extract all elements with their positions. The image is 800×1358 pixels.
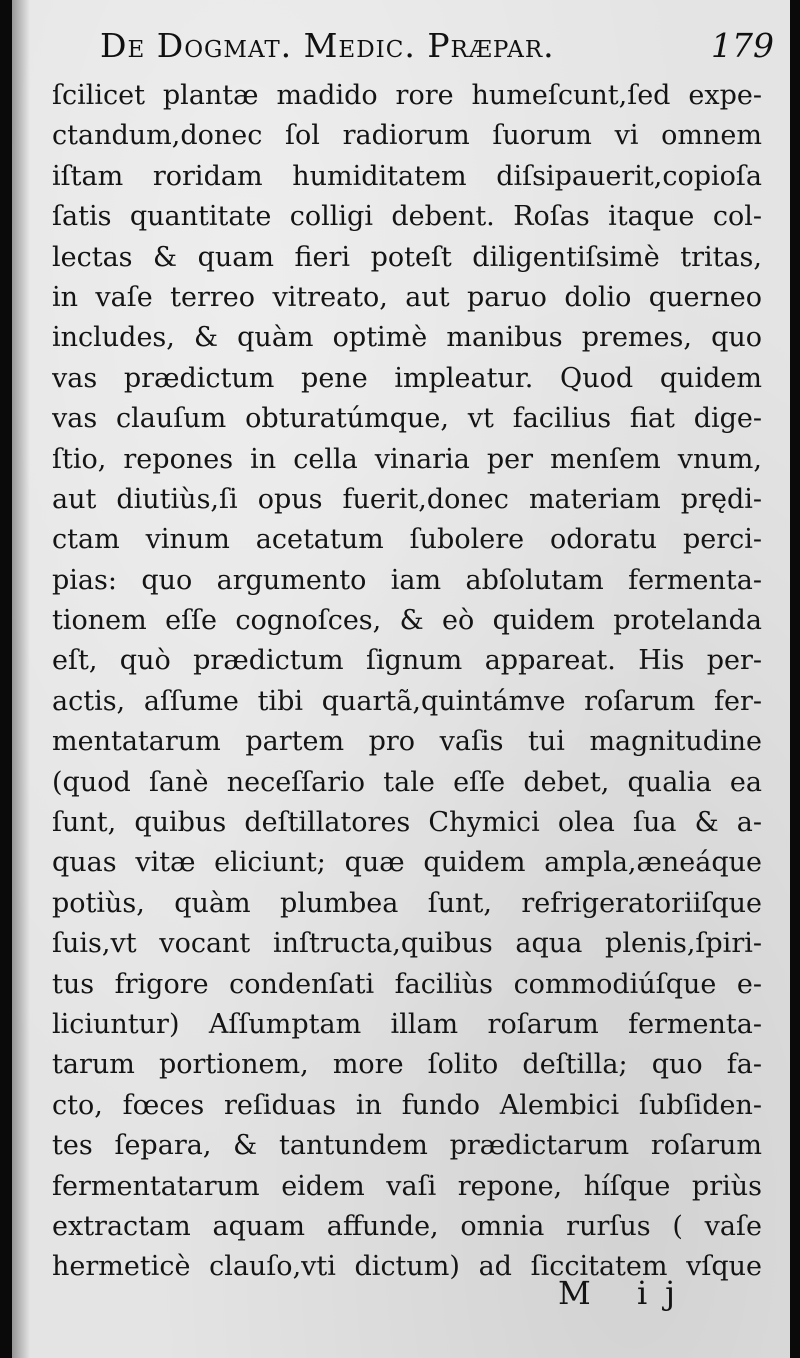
- text-line: extractam aquam affunde, omnia rurſus ( vaſe: [52, 1210, 762, 1242]
- text-line: vas prædictum pene impleatur. Quod quidem: [52, 362, 762, 394]
- text-line: cto, fœces reſiduas in fundo Alembici ſubſiden-: [52, 1089, 762, 1121]
- text-line: eſt, quò prædictum ſignum appareat. His per-: [52, 645, 762, 677]
- text-line: includes, & quàm optimè manibus premes, quo: [52, 322, 762, 354]
- text-line: pias: quo argumento iam abſolutam fermenta-: [52, 564, 762, 596]
- text-line: ſunt, quibus deſtillatores Chymici olea ſua & a-: [52, 807, 762, 839]
- text-line: fermentatarum eidem vaſi repone, híſque priùs: [52, 1170, 762, 1202]
- text-line: in vaſe terreo vitreato, aut paruo dolio querneo: [52, 281, 762, 313]
- text-line: aut diutiùs,ſi opus fuerit,donec materiam prędi-: [52, 483, 762, 515]
- text-line: tarum portionem, more ſolito deſtilla; quo fa-: [52, 1049, 762, 1081]
- text-line: ſcilicet plantæ madido rore humeſcunt,ſed expe-: [52, 80, 762, 111]
- page-number: 179: [711, 26, 774, 65]
- text-line: hermeticè clauſo,vti dictum) ad ſiccitatem vſque: [52, 1251, 762, 1283]
- text-line: ſtio, repones in cella vinaria per menſem vnum,: [52, 443, 762, 475]
- page-gutter-shadow: [12, 0, 30, 1358]
- text-line: (quod ſanè neceſſario tale eſſe debet, qualia ea: [52, 766, 762, 798]
- text-line: liciuntur) Aſſumptam illam roſarum fermenta-: [52, 1008, 762, 1040]
- text-line: lectas & quam fieri poteſt diligentiſsimè tritas,: [52, 241, 762, 273]
- text-line: tionem eſſe cognoſces, & eò quidem protelanda: [52, 605, 762, 637]
- text-line: potiùs, quàm plumbea ſunt, refrigeratoriiſque: [52, 887, 762, 919]
- text-line: quas vitæ eliciunt; quæ quidem ampla,æneáque: [52, 847, 762, 879]
- text-line: iſtam roridam humiditatem diſsipauerit,copioſa: [52, 160, 762, 192]
- text-line: ſatis quantitate colligi debent. Roſas itaque col-: [52, 201, 762, 233]
- book-page: [12, 0, 790, 1358]
- body-text: [52, 76, 762, 1288]
- running-head: De Dogmat. Medic. Præpar.: [100, 26, 555, 65]
- text-line: vas clauſum obturatúmque, vt facilius fiat dige-: [52, 403, 762, 435]
- text-line: actis, aſſume tibi quartã,quintámve roſarum fer-: [52, 685, 762, 717]
- text-line: mentatarum partem pro vaſis tui magnitudine: [52, 726, 762, 758]
- text-line: tus frigore condenſati faciliùs commodiúſque e-: [52, 968, 762, 1000]
- text-line: tes ſepara, & tantundem prædictarum roſarum: [52, 1130, 762, 1162]
- page-header: [100, 26, 780, 74]
- text-line: ctam vinum acetatum ſubolere odoratu perci-: [52, 524, 762, 556]
- text-line: ctandum,donec ſol radiorum ſuorum vi omnem: [52, 120, 762, 152]
- signature-mark: M ij: [558, 1274, 694, 1312]
- text-line: ſuis,vt vocant inſtructa,quibus aqua plenis,ſpiri-: [52, 928, 762, 960]
